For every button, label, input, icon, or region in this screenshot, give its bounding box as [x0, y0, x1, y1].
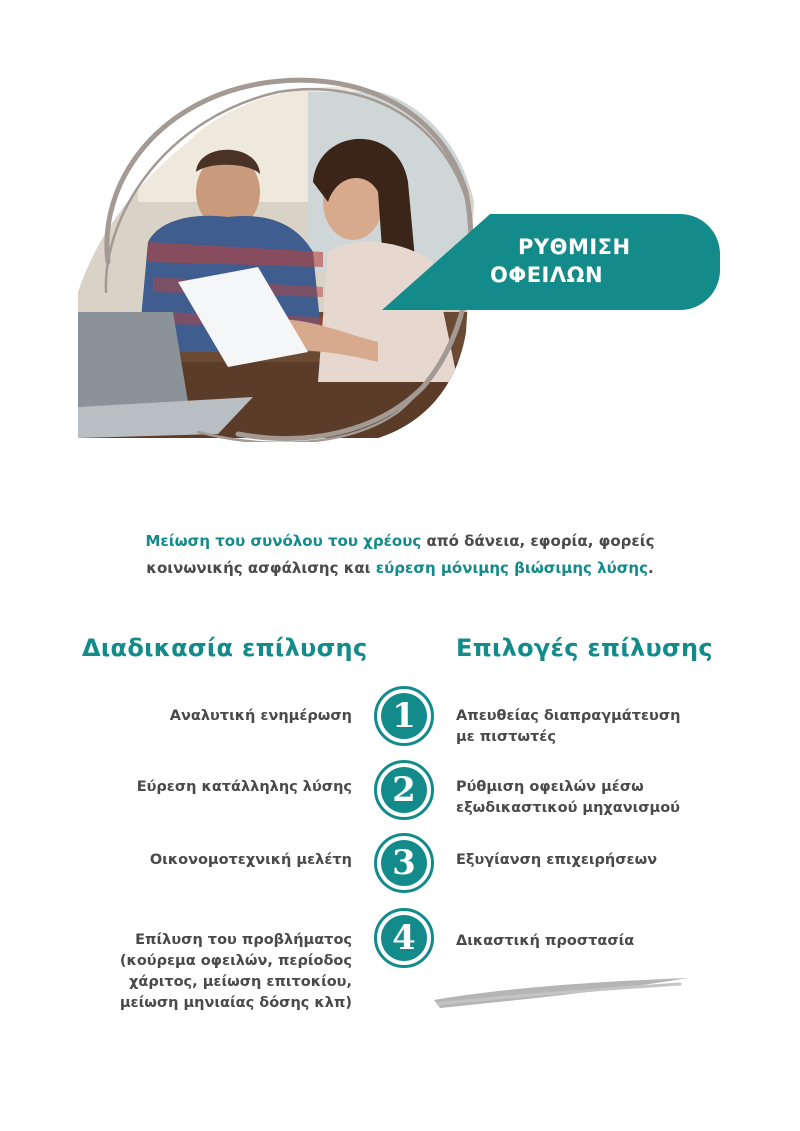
option-1-line1: Απευθείας διαπραγμάτευση — [456, 708, 681, 724]
option-4 — [456, 931, 716, 952]
intro-highlight-2: εύρεση μόνιμης βιώσιμης λύσης — [375, 559, 648, 577]
process-step-3: Οικονομοτεχνική μελέτη — [149, 852, 352, 868]
option-2 — [456, 777, 716, 819]
process-step-4-line4: μείωση μηνιαίας δόσης κλπ) — [119, 995, 352, 1011]
step-badge-4 — [374, 908, 434, 968]
step-badge-1 — [374, 686, 434, 746]
process-step-2: Εύρεση κατάλληλης λύσης — [136, 779, 352, 795]
step-number-4: 4 — [381, 915, 427, 961]
step-number-1: 1 — [381, 693, 427, 739]
step-number-3: 3 — [381, 840, 427, 886]
process-step-1: Αναλυτική ενημέρωση — [169, 708, 352, 724]
intro-highlight-1: Μείωση του συνόλου του χρέους — [145, 532, 422, 550]
option-4-line1: Δικαστική προστασία — [456, 933, 635, 949]
option-1-line2: με πιστωτές — [456, 729, 556, 745]
step-number-2: 2 — [381, 767, 427, 813]
banner-title-line1: ΡΥΘΜΙΣΗ — [518, 235, 631, 259]
step-badge-2 — [374, 760, 434, 820]
hero-photo — [78, 62, 478, 442]
option-3-line1: Εξυγίανση επιχειρήσεων — [456, 852, 658, 868]
intro-text-1: από δάνεια, εφορία, φορείς — [421, 532, 655, 550]
process-step-4-line3: χάριτος, μείωση επιτοκίου, — [129, 974, 352, 990]
banner-title-line2: ΟΦΕΙΛΩΝ — [490, 263, 604, 287]
banner-title — [490, 233, 690, 289]
options-heading: Επιλογές επίλυσης — [456, 634, 713, 662]
process-heading: Διαδικασία επίλυσης — [82, 634, 368, 662]
intro-text-2: κοινωνικής ασφάλισης και — [146, 559, 376, 577]
option-1 — [456, 706, 716, 748]
option-3 — [456, 850, 716, 871]
step-badge-3 — [374, 833, 434, 893]
intro-text-3: . — [647, 559, 654, 577]
intro-paragraph — [100, 528, 700, 582]
option-2-line1: Ρύθμιση οφειλών μέσω — [456, 779, 644, 795]
process-step-4-line2: (κούρεμα οφειλών, περίοδος — [119, 953, 352, 969]
brush-swoosh-decoration — [430, 970, 692, 1014]
process-step-4 — [52, 930, 352, 1014]
process-step-4-line1: Επίλυση του προβλήματος — [135, 932, 352, 948]
option-2-line2: εξωδικαστικού μηχανισμού — [456, 800, 680, 816]
